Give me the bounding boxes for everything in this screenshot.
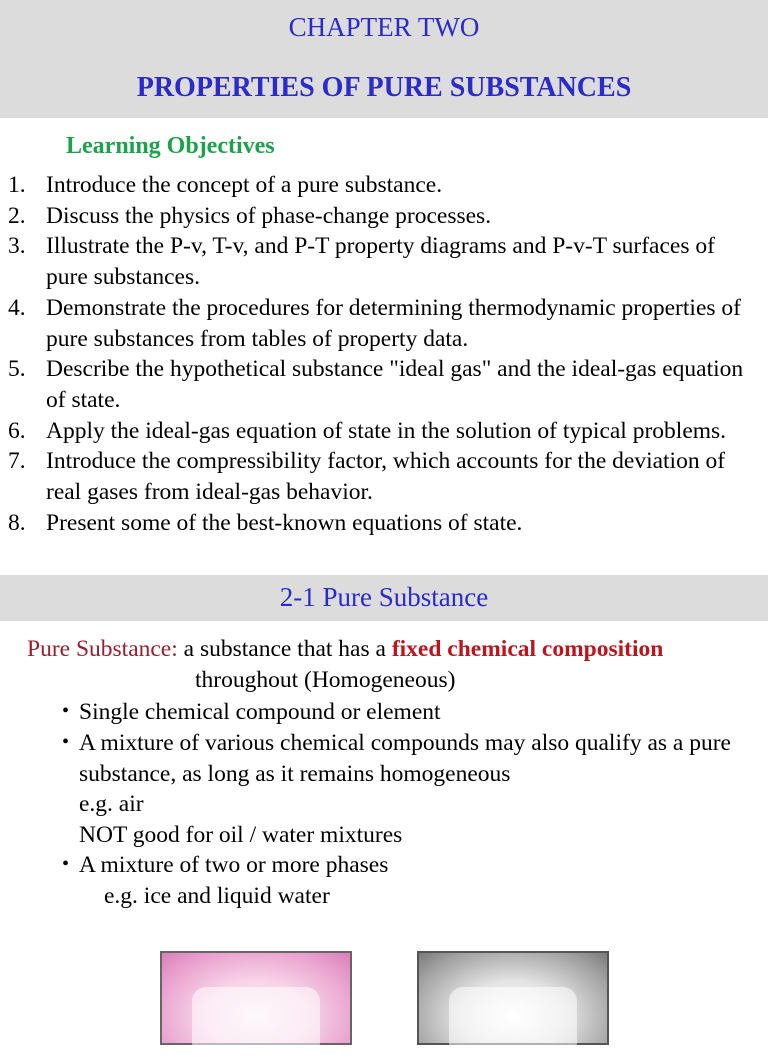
definition-emphasis: fixed chemical composition — [391, 636, 664, 662]
objective-item — [0, 508, 768, 539]
pink-image-highlight — [192, 987, 320, 1057]
objective-item — [0, 170, 768, 201]
objective-item — [0, 354, 768, 415]
objective-text: Describe the hypothetical substance "ideal gas" and the ideal-gas equation of state. — [46, 356, 744, 413]
objective-item — [0, 201, 768, 232]
learning-objectives-heading: Learning Objectives — [66, 133, 275, 159]
oil-water-note: NOT good for oil / water mixtures — [79, 822, 403, 848]
bullet-text: A mixture of two or more phases — [79, 852, 389, 878]
bullet-text: A mixture of various chemical compounds may also qualify as a pure substance, as long as it remains homogeneous — [79, 730, 731, 787]
definition-continuation: throughout (Homogeneous) — [195, 667, 456, 693]
definition-text: a substance that has a — [177, 636, 392, 662]
page-title: PROPERTIES OF PURE SUBSTANCES — [136, 72, 632, 103]
objective-text: Introduce the compressibility factor, which accounts for the deviation of real gases from ideal-gas behavior. — [46, 448, 726, 506]
objective-number: 5. — [8, 356, 26, 383]
objective-item — [0, 231, 768, 292]
bullet-symbol: • — [62, 700, 70, 722]
objective-item — [0, 416, 768, 447]
objective-number: 4. — [8, 294, 26, 321]
bullet-symbol: • — [62, 731, 70, 753]
objective-number: 6. — [8, 417, 26, 444]
pink-substance-image — [160, 951, 352, 1045]
objective-text: Demonstrate the procedures for determining thermodynamic properties of pure substances from tables of property data. — [46, 294, 741, 352]
gray-image-highlight — [449, 987, 577, 1057]
bullet-text: Single chemical compound or element — [79, 699, 441, 725]
air-example: e.g. air — [79, 791, 144, 817]
chapter-label: CHAPTER TWO — [288, 12, 480, 42]
objective-number: 7. — [8, 448, 26, 475]
definition-line — [27, 636, 663, 663]
bullet-symbol: • — [62, 853, 70, 875]
objective-text: Discuss the physics of phase-change processes. — [46, 202, 492, 229]
objective-item — [0, 293, 768, 354]
objective-text: Apply the ideal-gas equation of state in the solution of typical problems. — [46, 417, 727, 444]
objective-number: 2. — [8, 202, 26, 229]
objectives-list — [0, 170, 768, 538]
objective-text: Introduce the concept of a pure substance. — [46, 172, 443, 198]
objective-number: 3. — [8, 233, 26, 260]
objective-text: Illustrate the P-v, T-v, and P-T property diagrams and P-v-T surfaces of pure substances. — [46, 233, 715, 291]
objective-number: 1. — [8, 172, 26, 198]
ice-example: e.g. ice and liquid water — [104, 883, 330, 909]
objective-item — [0, 446, 768, 507]
definition-term: Pure Substance: — [27, 636, 178, 662]
objective-number: 8. — [8, 509, 26, 536]
gray-substance-image — [417, 951, 609, 1045]
section-title: 2-1 Pure Substance — [279, 582, 489, 612]
objective-text: Present some of the best-known equations of state. — [46, 509, 523, 536]
